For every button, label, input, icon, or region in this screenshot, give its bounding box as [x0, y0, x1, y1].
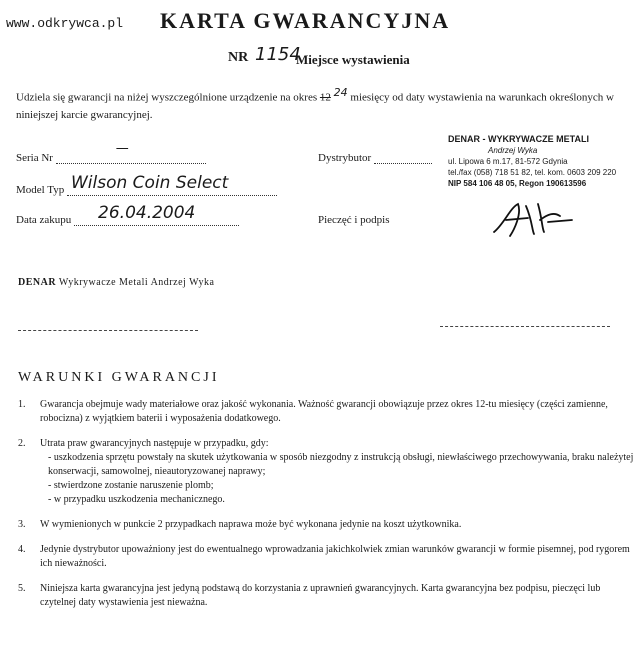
distributor-dots [374, 153, 432, 164]
document-title: KARTA GWARANCYJNA [160, 8, 451, 33]
company-name-rest: Wykrywacze Metali Andrzej Wyka [58, 277, 215, 288]
term-text: Utrata praw gwarancyjnych następuje w przypadku, gdy: [40, 438, 269, 449]
company-name [18, 277, 214, 288]
company-stamp [448, 134, 628, 189]
purchase-date-field [16, 203, 239, 226]
stamp-name: DENAR - WYKRYWACZE METALI [448, 134, 589, 144]
intro-paragraph [16, 84, 616, 124]
intro-text-before: Udziela się gwarancji na niżej wyszczególnione urządzenie na okres [16, 91, 318, 104]
distributor-field [318, 152, 432, 164]
intro-text-after: miesięcy od daty wystawienia na warunkach określonych w niniejszej karcie gwarancyjnej. [16, 91, 615, 121]
stamp-label: Pieczęć i podpis [318, 214, 390, 226]
term-number: 3. [18, 519, 26, 530]
term-bullet: - w przypadku uszkodzenia mechanicznego. [40, 493, 634, 507]
place-label: Miejsce wystawienia [296, 52, 410, 67]
term-text: W wymienionych w punkcie 2 przypadkach naprawa może być wykonana jedynie na koszt użytkownika. [40, 519, 462, 530]
term-body [40, 437, 634, 507]
stamp-signature-field [318, 214, 389, 226]
model-dots [67, 173, 277, 196]
signature-line-right [440, 326, 610, 327]
serial-value: — [115, 141, 129, 156]
purchase-date-value: 26.04.2004 [98, 203, 196, 223]
stamp-owner: Andrzej Wyka [488, 146, 538, 155]
website-url: www.odkrywca.pl [6, 16, 124, 31]
term-item [18, 518, 634, 532]
serial-label: Seria Nr [16, 152, 53, 164]
term-text: Jedynie dystrybutor upoważniony jest do ewentualnego wprowadzania jakichkolwiek zmian warunków gwarancji w formie pisemnej, pod rygorem ich nieważności. [40, 544, 630, 569]
term-number: 4. [18, 544, 26, 555]
term-bullets [40, 451, 634, 507]
distributor-label: Dystrybutor [318, 152, 372, 164]
term-item [18, 398, 634, 426]
model-field [16, 173, 277, 196]
term-number: 2. [18, 438, 26, 449]
serial-dots [56, 141, 206, 164]
terms-heading: WARUNKI GWARANCJI [18, 370, 220, 385]
number-value: 1154 [255, 44, 301, 65]
term-text: Niniejsza karta gwarancyjna jest jedyną podstawą do korzystania z uprawnień gwarancyjnych. Karta gwarancyjna bez podpisu, pieczęci lub czytelnej daty wystawienia jest nieważna. [40, 583, 601, 608]
stamp-nip: NIP 584 106 48 05, Regon 190613596 [448, 179, 587, 188]
term-item [18, 543, 634, 571]
intro-months-handwritten: 24 [333, 86, 348, 99]
model-value: Wilson Coin Select [70, 173, 229, 193]
terms-list [18, 398, 634, 621]
stamp-address: ul. Lipowa 6 m.17, 81-572 Gdynia [448, 157, 568, 166]
purchase-date-label: Data zakupu [16, 214, 72, 226]
company-name-bold: DENAR [18, 277, 57, 288]
term-bullet: - stwierdzone zostanie naruszenie plomb; [40, 479, 634, 493]
purchase-date-dots [74, 203, 239, 226]
term-bullet: - uszkodzenia sprzętu powstały na skutek użytkowania w sposób niezgodny z instrukcją obsługi, niewłaściwego przechowywania, braku należytej konserwacji, samowolnej, nieautoryzowanej naprawy; [40, 451, 634, 479]
term-item [18, 582, 634, 610]
serial-field [16, 141, 206, 164]
signature-line-left [18, 330, 198, 331]
intro-months-printed: 12 [319, 91, 331, 104]
model-label: Model Typ [16, 184, 65, 196]
signature-icon [488, 196, 578, 242]
term-number: 1. [18, 399, 26, 410]
stamp-phone: tel./fax (058) 718 51 82, tel. kom. 0603 209 220 [448, 168, 617, 177]
term-number: 5. [18, 583, 26, 594]
number-label: NR [228, 50, 249, 65]
term-text: Gwarancja obejmuje wady materiałowe oraz jakość wykonania. Ważność gwarancji obowiązuje przez okres 12-tu miesięcy (części zamienne, robocizna) z wyjątkiem baterii i wyposażenia dodatkowego. [40, 399, 608, 424]
term-item [18, 437, 634, 507]
